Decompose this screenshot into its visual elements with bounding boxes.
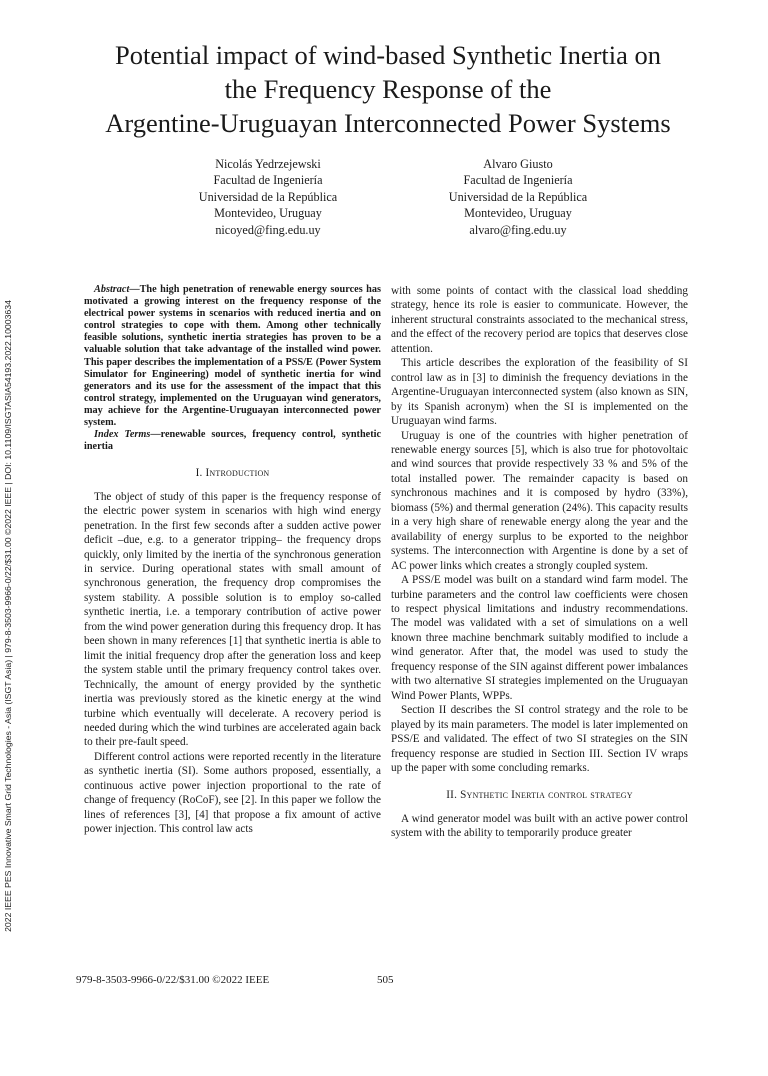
index-terms-label: Index Terms xyxy=(94,429,151,441)
section-heading-synthetic-inertia: II. Synthetic Inertia control strategy xyxy=(446,789,633,802)
abstract-label: Abstract xyxy=(94,284,130,295)
author-city: Montevideo, Uruguay xyxy=(214,206,322,221)
abstract xyxy=(84,284,381,429)
paragraph: Section II describes the SI control strategy and the role to be played by its main parameters. The model is later implemented on PSS/E and validated. The effect of two SI strategies on the SIN frequency response are studied in Section III. Section IV wraps up the paper with some concluding remarks. xyxy=(391,704,688,774)
paragraph: A PSS/E model was built on a standard wind farm model. The turbine parameters and the control law coefficients were chosen to respect physical limitations and industry recommendations. The model was validated with a set of simulations on a well known three machine benchmark suitably modified to include a wind generator. After that, the model was used to study the frequency response of the SIN against different power imbalances with two alternative SI strategies implemented on the Uruguayan Wind Power Plants, WPPs. xyxy=(391,574,688,702)
paper-title xyxy=(60,38,716,140)
author-email[interactable]: nicoyed@fing.edu.uy xyxy=(215,222,321,237)
page-number: 505 xyxy=(377,974,394,986)
paragraph: This article describes the exploration of the feasibility of SI control law as in [3] to diminish the frequency deviations in the Argentine-Uruguayan interconnected system (also known as SIN, by its Spanish acronym) when the SI is implemented on the Uruguayan wind farms. xyxy=(391,357,688,428)
paragraph: with some points of contact with the classical load shedding strategy, hence its role is easier to communicate. However, the inherent structural constraints associated to the mechanical stress, and the effect of the recovery period are topics that deserves close attention. xyxy=(391,285,688,355)
index-terms xyxy=(84,429,381,453)
author-university: Universidad de la República xyxy=(198,189,338,204)
author-faculty: Facultad de Ingeniería xyxy=(463,173,573,188)
section-heading-introduction: I. Introduction xyxy=(195,467,270,480)
right-column xyxy=(391,284,688,841)
author-email[interactable]: alvaro@fing.edu.uy xyxy=(469,222,567,237)
footer-isbn: 979-8-3503-9966-0/22/$31.00 ©2022 IEEE xyxy=(76,974,270,986)
author-university: Universidad de la República xyxy=(448,189,588,204)
index-terms-text: —renewable sources, frequency control, synthetic inertia xyxy=(84,429,382,453)
author-block-1 xyxy=(143,156,393,238)
paragraph: A wind generator model was built with an active power control system with the ability to temporarily produce greater xyxy=(391,812,688,840)
author-name: Alvaro Giusto xyxy=(483,157,553,171)
paragraph: The object of study of this paper is the frequency response of the electric power system in scenarios with high wind energy penetration. In the first few seconds after a sudden active power deficit –due, e.g. to a generator tripping– the frequency drops quickly, only limited by the inertia of the synchronous generation in service. During operational states with small amount of synchronous generation, the frequency drop compromises the system stability. A possible solution is to employ so-called synthetic inertia, i.e. a temporary contribution of active power from the wind power generation during this frequency drop. It has been shown in many references [1] that synthetic inertia is able to limit the initial frequency drop after the generation loss and keep the system stable until the primary frequency control takes over. Technically, the amount of energy provided by the synthetic inertia was previously stored as the kinetic energy at the wind turbine which eventually will decelerate. A recovery period is needed during which the wind turbines are accelerated again back to their pre-fault speed. xyxy=(84,490,381,749)
paragraph: Different control actions were reported recently in the literature as synthetic inertia (SI). Some authors proposed, essentially, a continuous active power injection proportional to the rate of change of frequency (RoCoF), see [2]. In this paper we follow the lines of references [3], [4] that propose a fix amount of active power injection. This control law acts xyxy=(84,750,381,836)
author-block-2 xyxy=(393,156,643,238)
author-city: Montevideo, Uruguay xyxy=(464,206,572,221)
title-line-2: the Frequency Response of the xyxy=(224,74,552,104)
paragraph: Uruguay is one of the countries with higher penetration of renewable energy sources [5], which is also true for photovoltaic and wind sources that provide respectively 33 % and 5% of the total installed power. The remainder capacity is based on synchronous machines and it is composed by hydro (33%), biomass (5%) and thermal generation (24%). This capacity results in a very high share of renewable energy along the year and the availability of energy surplus to be exported to the neighbor systems. The interconnection with Argentine is done by a set of AC power links which creates a strongly coupled system. xyxy=(391,429,688,572)
title-line-1: Potential impact of wind-based Synthetic Inertia on xyxy=(114,40,662,70)
abstract-text: —The high penetration of renewable energy sources has motivated a growing interest on the frequency response of the electrical power systems in scenarios with reduced inertia and on control strategies to cope with them. Among other technically feasible solutions, synthetic inertia strategies has proven to be a valuable solution that take advantage of the installed wind power. This paper describes the implementation of a PSS/E (Power System Simulator for Engineering) model of synthetic inertia for wind generators and its use for the assessment of the impact that this control strategy, implemented on the Uruguayan wind generators, may achieve for the Argentine-Uruguayan interconnected power system. xyxy=(84,284,381,429)
author-faculty: Facultad de Ingeniería xyxy=(213,173,323,188)
author-name: Nicolás Yedrzejewski xyxy=(215,157,321,171)
left-column xyxy=(84,284,381,837)
side-doi-banner: 2022 IEEE PES Innovative Smart Grid Technologies - Asia (ISGT Asia) | 979-8-3503-9966-0/22/$31.00 ©2022 IEEE | DOI: 10.1109/ISGTASIA54193.2022.10003634 xyxy=(3,300,13,932)
title-line-3: Argentine-Uruguayan Interconnected Power Systems xyxy=(105,108,671,138)
